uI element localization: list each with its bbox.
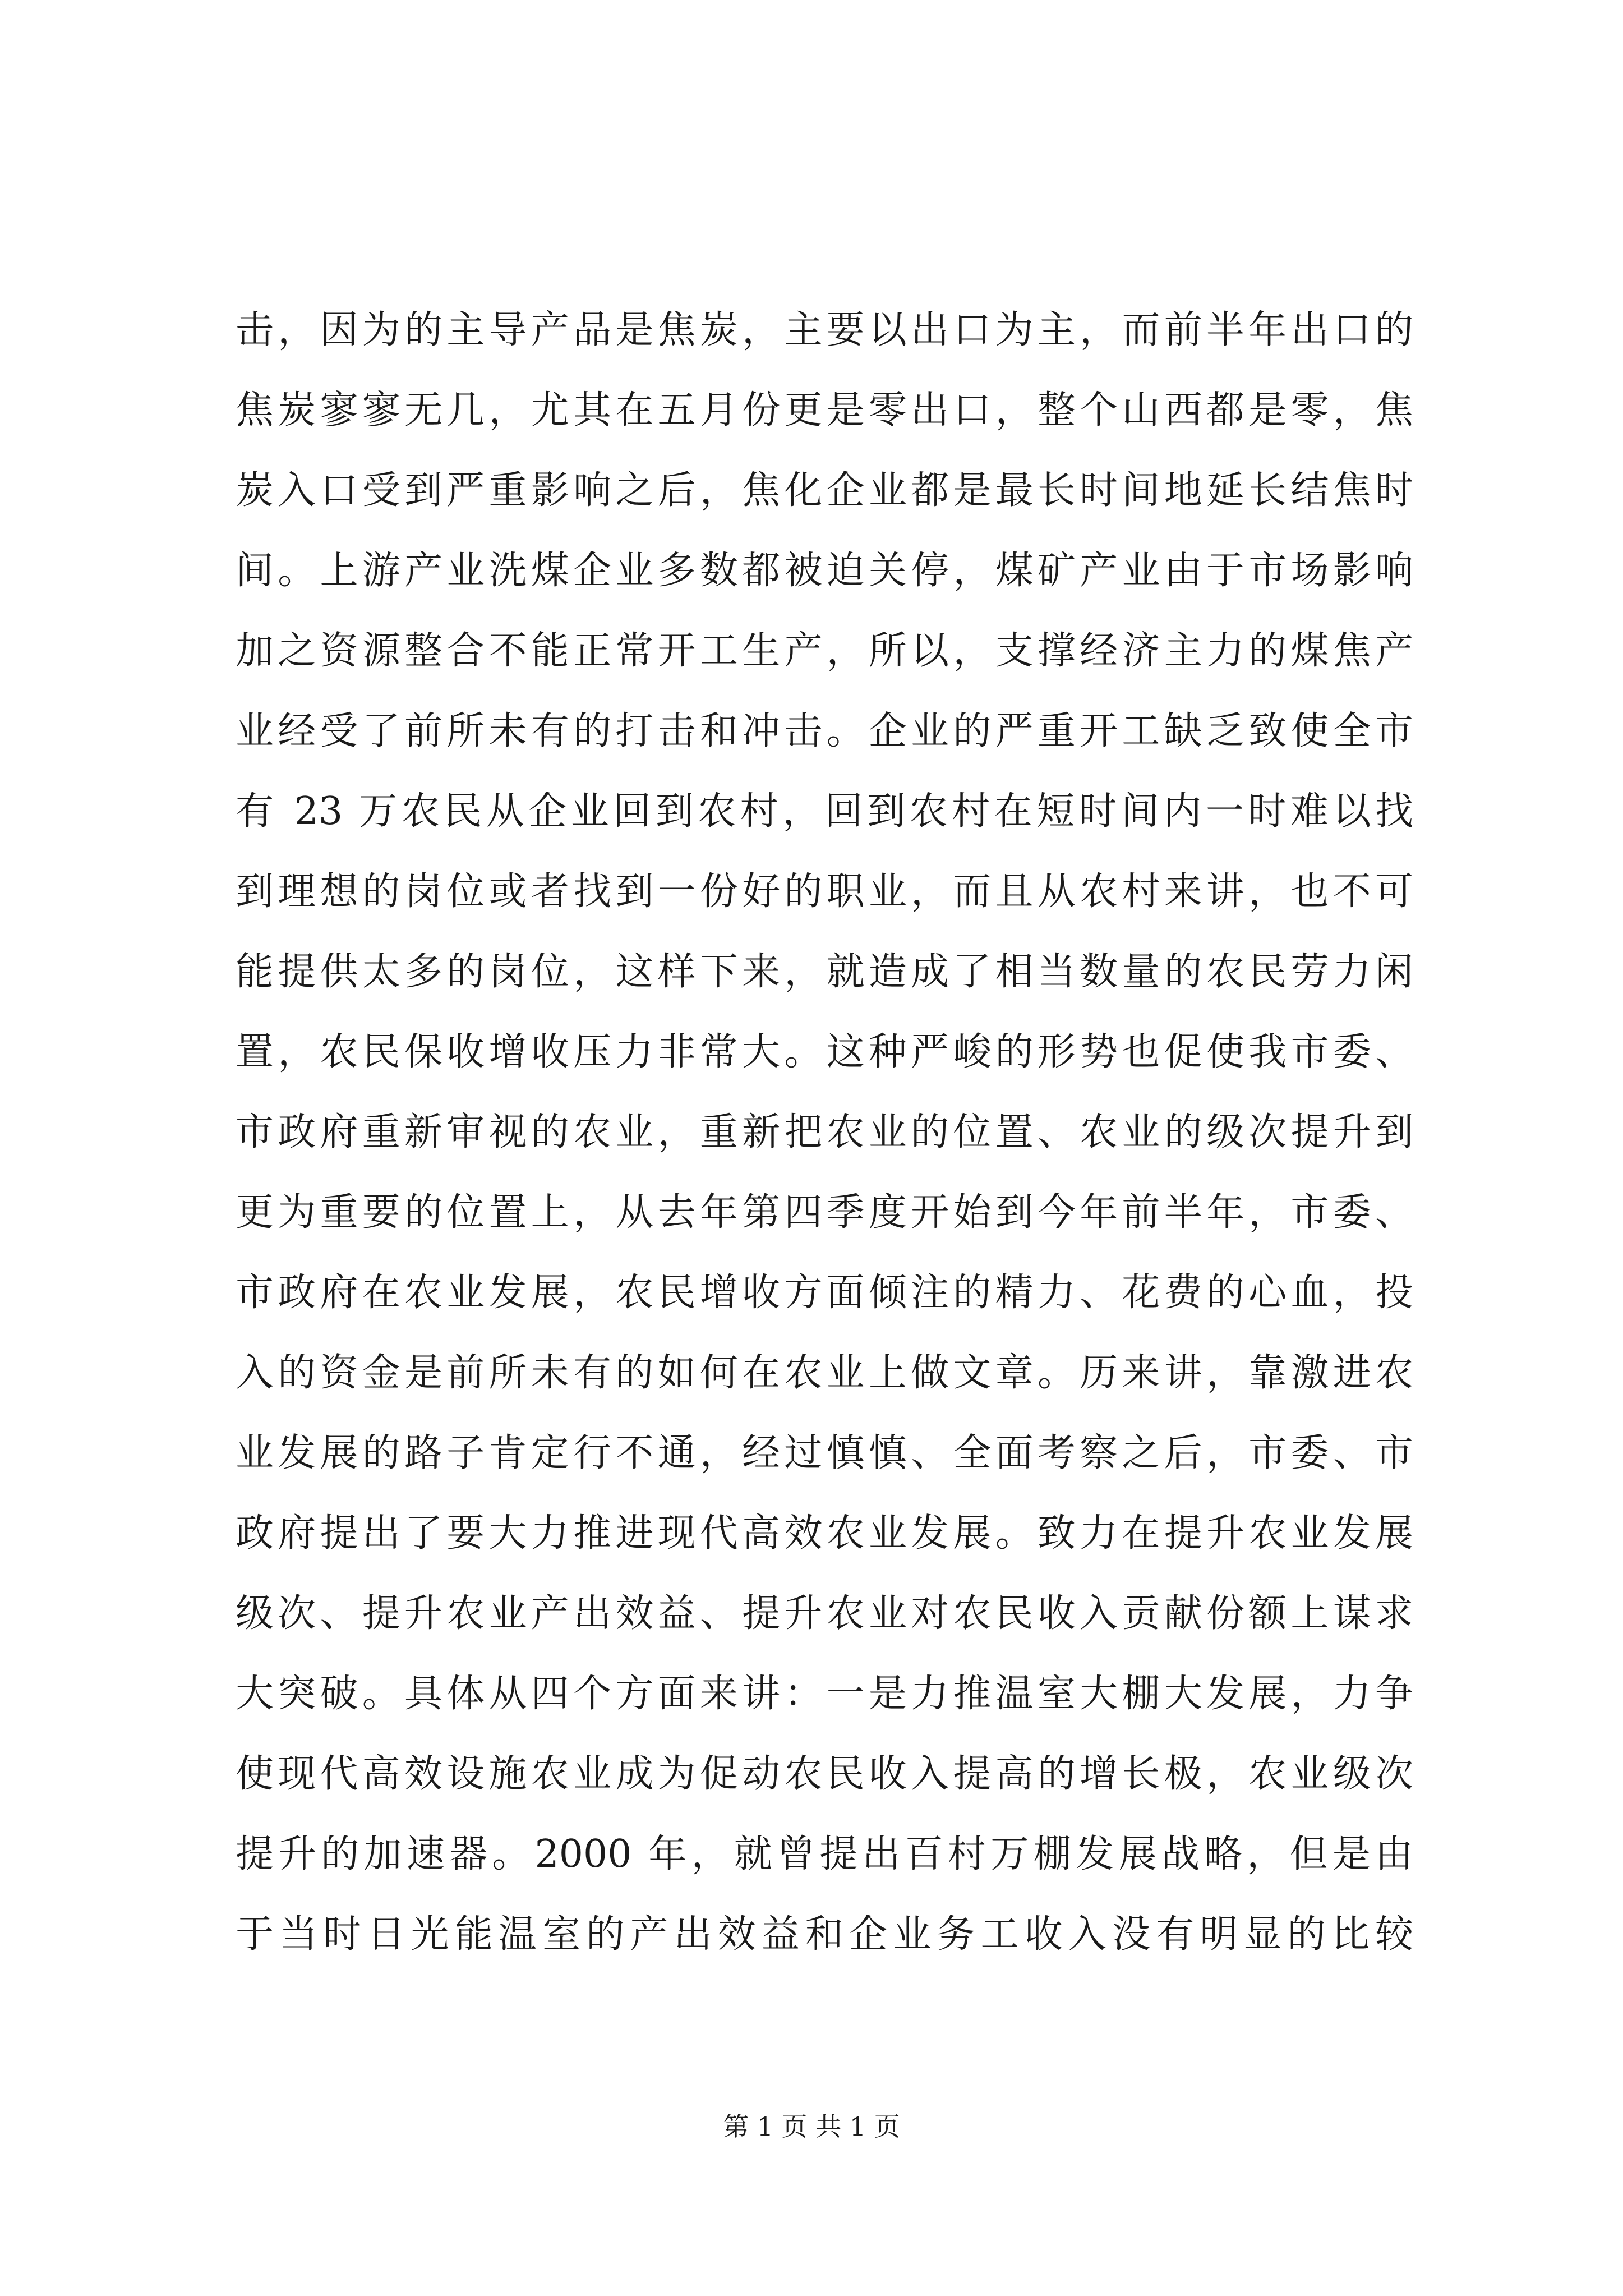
text-line-13: 市政府在农业发展，农民增收方面倾注的精力、花费的心血，投 — [236, 1271, 1413, 1315]
text-line-21: 于当时日光能温室的产出效益和企业务工收入没有明显的比较 — [236, 1912, 1413, 1957]
text-line-19: 使现代高效设施农业成为促动农民收入提高的增长极，农业级次 — [236, 1752, 1413, 1796]
text-line-20: 提升的加速器。2000 年，就曾提出百村万棚发展战略，但是由 — [236, 1832, 1413, 1876]
text-line-14: 入的资金是前所未有的如何在农业上做文章。历来讲，靠激进农 — [236, 1351, 1413, 1395]
text-line-11: 市政府重新审视的农业，重新把农业的位置、农业的级次提升到 — [236, 1110, 1413, 1154]
text-line-15: 业发展的路子肯定行不通，经过慎慎、全面考察之后，市委、市 — [236, 1431, 1413, 1475]
text-line-5: 加之资源整合不能正常开工生产，所以，支撑经济主力的煤焦产 — [236, 629, 1413, 673]
text-line-9: 能提供太多的岗位，这样下来，就造成了相当数量的农民劳力闲 — [236, 950, 1413, 994]
text-line-12: 更为重要的位置上，从去年第四季度开始到今年前半年，市委、 — [236, 1190, 1413, 1235]
text-line-18: 大突破。具体从四个方面来讲：一是力推温室大棚大发展，力争 — [236, 1672, 1413, 1716]
text-line-6: 业经受了前所未有的打击和冲击。企业的严重开工缺乏致使全市 — [236, 709, 1413, 753]
text-line-10: 置，农民保收增收压力非常大。这种严峻的形势也促使我市委、 — [236, 1030, 1413, 1074]
text-line-17: 级次、提升农业产出效益、提升农业对农民收入贡献份额上谋求 — [236, 1591, 1413, 1636]
text-line-8: 到理想的岗位或者找到一份好的职业，而且从农村来讲，也不可 — [236, 869, 1413, 914]
text-line-7: 有 23 万农民从企业回到农村，回到农村在短时间内一时难以找 — [236, 789, 1413, 834]
text-line-1: 击，因为的主导产品是焦炭，主要以出口为主，而前半年出口的 — [236, 308, 1413, 352]
text-line-3: 炭入口受到严重影响之后，焦化企业都是最长时间地延长结焦时 — [236, 468, 1413, 513]
text-line-2: 焦炭寥寥无几，尤其在五月份更是零出口，整个山西都是零，焦 — [236, 388, 1413, 432]
text-line-4: 间。上游产业洗煤企业多数都被迫关停，煤矿产业由于市场影响 — [236, 549, 1413, 593]
page-footer: 第 1 页 共 1 页 — [723, 2111, 900, 2142]
text-line-16: 政府提出了要大力推进现代高效农业发展。致力在提升农业发展 — [236, 1511, 1413, 1556]
